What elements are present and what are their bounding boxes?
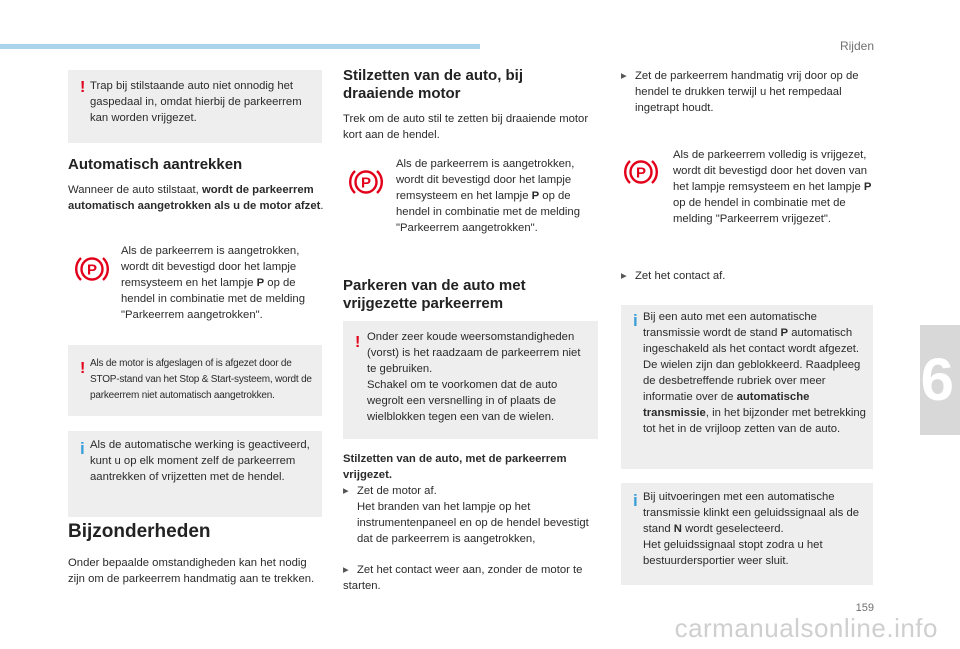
text-run-bold: wordt de parkeerrem automatisch aangetrokken als u de motor afzet bbox=[68, 184, 321, 212]
text-run: Als de parkeerrem is aangetrokken, wordt dit bevestigd door het lampje remsysteem en het lampje bbox=[121, 245, 300, 289]
text-run: op de hendel in combinatie met de melding "Parkeerrem aangetrokken". bbox=[121, 277, 305, 321]
info-text: Als de automatische werking is geactiveerd, kunt u op elk moment zelf de parkeerrem aantrekken of vrijzetten met de hendel. bbox=[90, 439, 310, 483]
arrow-bullet-icon: ▸ bbox=[343, 485, 349, 497]
warning-text: Onder zeer koude weersomstandigheden (vorst) is het raadzaam de parkeerrem niet te gebruiken. Schakel om te voorkomen dat de auto wegrolt een versnelling in of plaats de wielblokken tegen een van de wielen. bbox=[367, 331, 581, 423]
heading-park-released: Parkeren van de auto met vrijgezette parkeerrem bbox=[343, 277, 526, 312]
page-number: 159 bbox=[855, 602, 874, 614]
text-run-bold: P bbox=[256, 277, 265, 289]
heading-stop-running: Stilzetten van de auto, bij draaiende motor bbox=[343, 67, 524, 102]
paragraph-stop-running: Trek om de auto stil te zetten bij draaiende motor kort aan de hendel. bbox=[343, 113, 589, 141]
arrow-bullet-icon: ▸ bbox=[343, 564, 349, 576]
info-text bbox=[643, 489, 869, 569]
step-text: Zet de parkeerrem handmatig vrij door op de hendel te drukken terwijl u het rempedaal ingetrapt houdt. bbox=[635, 70, 859, 114]
text-run-bold: P bbox=[780, 327, 789, 339]
text-run: Bij uitvoeringen met een automatische transmissie klinkt een geluidssignaal als de stand bbox=[643, 491, 860, 535]
info-box-automatic-transmission bbox=[621, 305, 873, 469]
warning-box-cold bbox=[343, 321, 598, 439]
info-box-automatic bbox=[68, 431, 322, 517]
text-run-bold: P bbox=[531, 190, 540, 202]
exclamation-icon: ! bbox=[355, 334, 361, 351]
arrow-bullet-icon: ▸ bbox=[621, 270, 627, 282]
warning-box-accelerator bbox=[68, 70, 322, 143]
warning-text: Trap bij stilstaande auto niet onnodig het gaspedaal in, omdat hierbij de parkeerrem kan worden vrijgezet. bbox=[90, 80, 302, 124]
paragraph-special-cases: Onder bepaalde omstandigheden kan het nodig zijn om de parkeerrem handmatig aan te trekken. bbox=[68, 557, 315, 585]
watermark: carmanualsonline.info bbox=[674, 613, 938, 643]
exclamation-icon: ! bbox=[80, 79, 86, 96]
warning-text: Als de motor is afgeslagen of is afgezet door de STOP-stand van het Stop & Start-systeem, wordt de parkeerrem niet automatisch aangetrokken. bbox=[90, 358, 312, 401]
chapter-number: 6 bbox=[920, 346, 954, 413]
text-run: Als de parkeerrem is aangetrokken, wordt dit bevestigd door het lampje remsysteem en het lampje bbox=[396, 158, 575, 202]
text-run: op de hendel in combinatie met de melding "Parkeerrem vrijgezet". bbox=[673, 197, 846, 225]
warning-box-engine-off bbox=[68, 345, 322, 416]
arrow-bullet-icon: ▸ bbox=[621, 70, 627, 82]
info-icon: i bbox=[633, 491, 638, 510]
step-engine-off bbox=[343, 483, 599, 499]
info-icon: i bbox=[633, 311, 638, 330]
step-engine-off-detail: Het branden van het lampje op het instrumentenpaneel en op de hendel bevestigt dat de parkeerrem is aangetrokken, bbox=[357, 501, 589, 545]
text-run: Bij een auto met een automatische transmissie wordt de stand bbox=[643, 311, 817, 339]
text-run-bold: P bbox=[863, 181, 872, 193]
text-run: automatisch ingeschakeld als het contact wordt afgezet. De wielen zijn dan geblokkeerd. Raadpleeg de desbetreffende rubriek over meer informatie over de bbox=[643, 327, 861, 403]
text-run: Als de parkeerrem volledig is vrijgezet, wordt dit bevestigd door het doven van het lampje remsysteem en het lampje bbox=[673, 149, 868, 193]
step-text: Zet de motor af. bbox=[357, 485, 437, 497]
text-run: , in het bijzonder met betrekking tot het in de vrijloop zetten van de auto. bbox=[643, 407, 866, 435]
text-run: . bbox=[320, 200, 324, 212]
heading-special-cases: Bijzonderheden bbox=[68, 521, 211, 542]
step-text: Zet het contact weer aan, zonder de motor te starten. bbox=[343, 564, 583, 592]
parking-applied-text bbox=[396, 156, 600, 236]
step-ignition-off bbox=[621, 268, 867, 284]
info-box-neutral-signal bbox=[621, 483, 873, 585]
parking-brake-p-icon bbox=[348, 164, 384, 200]
text-run-bold: N bbox=[673, 523, 682, 535]
info-text bbox=[643, 309, 869, 437]
text-run: wordt geselecteerd. Het geluidssignaal stopt zodra u het bestuurdersportier weer sluit. bbox=[643, 523, 823, 567]
parking-applied-text bbox=[121, 243, 324, 323]
bold-heading-stop-released: Stilzetten van de auto, met de parkeerrem vrijgezet. bbox=[343, 453, 567, 481]
parking-brake-p-icon bbox=[623, 154, 659, 190]
info-icon: i bbox=[80, 439, 85, 458]
parking-released-text bbox=[673, 147, 873, 227]
step-release-brake bbox=[621, 68, 881, 116]
text-run-bold: automatische transmissie bbox=[643, 391, 810, 419]
paragraph-automatic bbox=[68, 182, 324, 214]
exclamation-icon: ! bbox=[80, 360, 86, 377]
text-run: Wanneer de auto stilstaat, bbox=[68, 184, 202, 196]
header-bar bbox=[0, 44, 480, 49]
step-ignition-on bbox=[343, 562, 599, 594]
text-run: op de hendel in combinatie met de melding "Parkeerrem aangetrokken". bbox=[396, 190, 580, 234]
heading-automatic: Automatisch aantrekken bbox=[68, 156, 243, 173]
section-title: Rijden bbox=[839, 39, 874, 53]
step-text: Zet het contact af. bbox=[635, 270, 726, 282]
parking-brake-p-icon bbox=[74, 251, 110, 287]
